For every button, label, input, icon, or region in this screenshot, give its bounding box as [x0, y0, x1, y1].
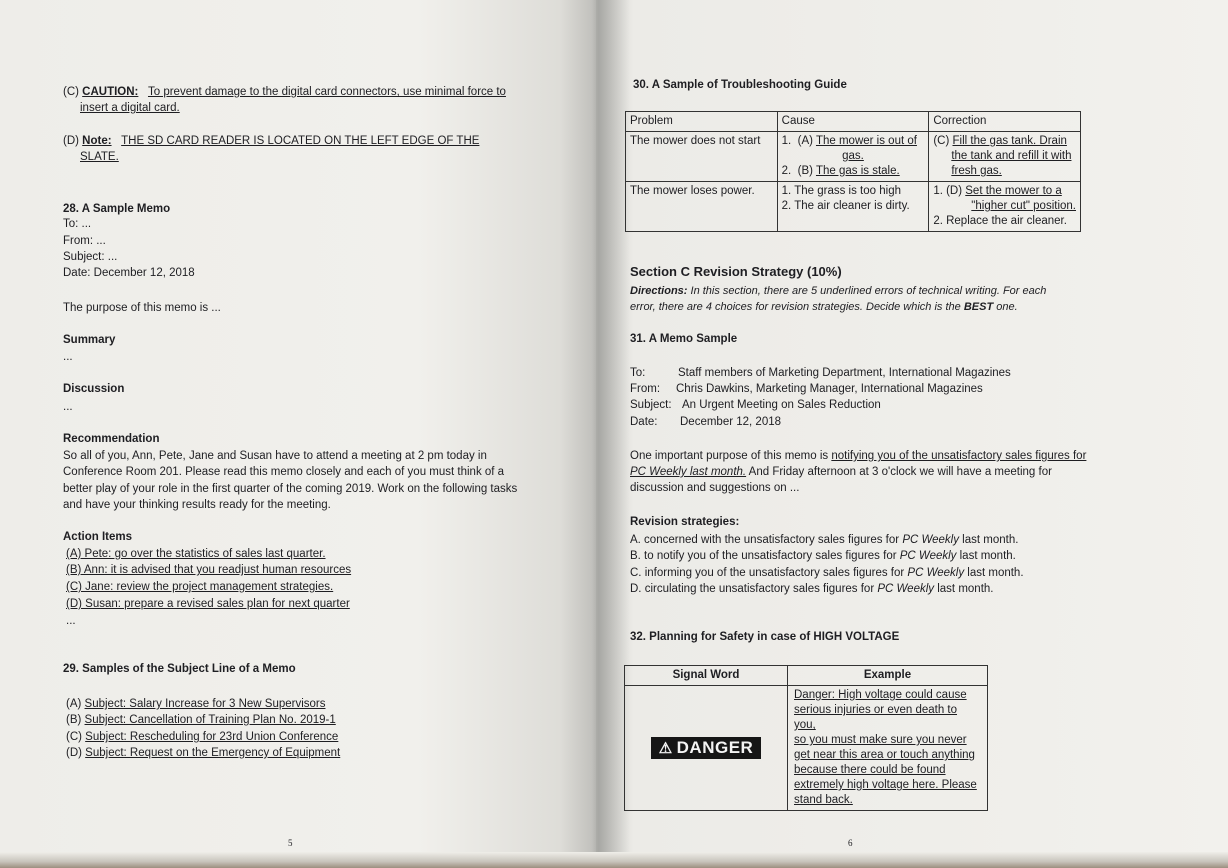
- recommendation-line: and have your thinking results ready for the meeting.: [63, 499, 331, 511]
- danger-sign: ⚠ DANGER: [651, 737, 762, 759]
- action-item: (C) Jane: review the project management strategies.: [66, 581, 334, 593]
- directions-line2: error, there are 4 choices for revision strategies. Decide which is the BEST one.: [630, 301, 1018, 313]
- memo-sample-subject: Subject: An Urgent Meeting on Sales Reduction: [630, 399, 881, 411]
- discussion-text: ...: [63, 401, 73, 413]
- strategy-option: C. informing you of the unsatisfactory sales figures for PC Weekly last month.: [630, 567, 1024, 579]
- troubleshooting-heading: 30. A Sample of Troubleshooting Guide: [633, 79, 847, 91]
- subject-line-item: (D) Subject: Request on the Emergency of Equipment: [66, 747, 341, 759]
- subject-line-heading: 29. Samples of the Subject Line of a Memo: [63, 663, 296, 675]
- subject-line-item: (C) Subject: Rescheduling for 23rd Union Conference: [66, 731, 339, 743]
- recommendation-line: So all of you, Ann, Pete, Jane and Susan have to attend a meeting at 2 pm today in: [63, 450, 487, 462]
- strategy-option: B. to notify you of the unsatisfactory sales figures for PC Weekly last month.: [630, 550, 1016, 562]
- book-gutter: [560, 0, 630, 868]
- page-number-right: 6: [848, 838, 853, 848]
- table-header-example: Example: [788, 666, 988, 686]
- table-header-signal-word: Signal Word: [625, 666, 788, 686]
- recommendation-line: Conference Room 201. Please read this memo closely and each of you must think of a: [63, 466, 505, 478]
- row1-cause: 1. (A) The mower is out of gas. 2. (B) The gas is stale.: [777, 132, 929, 182]
- troubleshooting-table: [625, 111, 1081, 232]
- memo-body-line: One important purpose of this memo is notifying you of the unsatisfactory sales figures for: [630, 450, 1087, 462]
- recommendation-line: better play of your role in the first quarter of the coming 2019. Work on the following tasks: [63, 483, 518, 495]
- table-header-cause: Cause: [777, 112, 929, 132]
- memo-body-line: discussion and suggestions on ...: [630, 482, 800, 494]
- table-row: [626, 132, 1081, 182]
- table-row: [625, 686, 988, 811]
- memo-purpose: The purpose of this memo is ...: [63, 302, 221, 314]
- discussion-heading: Discussion: [63, 383, 125, 395]
- memo-body-line: PC Weekly last month. And Friday afternoon at 3 o'clock we will have a meeting for: [630, 466, 1052, 478]
- subject-line-item: (A) Subject: Salary Increase for 3 New Supervisors: [66, 698, 326, 710]
- example-cell: Danger: High voltage could cause serious injuries or even death to you, so you must make sure you never get near this area or touch anything because there could be found extremely high voltage here. Please stand back.: [788, 686, 988, 811]
- item-d-note-cont: SLATE.: [80, 151, 119, 163]
- action-items-heading: Action Items: [63, 531, 133, 543]
- item-c-caution-cont: insert a digital card.: [80, 102, 180, 114]
- row2-correction: 1. (D) Set the mower to a "higher cut" position. 2. Replace the air cleaner.: [929, 182, 1081, 232]
- danger-signal-cell: [625, 686, 788, 811]
- action-item: (A) Pete: go over the statistics of sales last quarter.: [66, 548, 326, 560]
- page-number-left: 5: [288, 838, 293, 848]
- revision-strategies-heading: Revision strategies:: [630, 516, 740, 528]
- action-item: (D) Susan: prepare a revised sales plan for next quarter: [66, 598, 350, 610]
- action-items-ellipsis: ...: [66, 615, 76, 627]
- row1-problem: The mower does not start: [626, 132, 778, 182]
- strategy-option: A. concerned with the unsatisfactory sales figures for PC Weekly last month.: [630, 534, 1019, 546]
- row1-correction: (C) Fill the gas tank. Drain the tank and refill it with fresh gas.: [929, 132, 1081, 182]
- safety-heading: 32. Planning for Safety in case of HIGH VOLTAGE: [630, 631, 900, 643]
- warning-triangle-icon: ⚠: [658, 740, 673, 757]
- row2-problem: The mower loses power.: [626, 182, 778, 232]
- memo-subject: Subject: ...: [63, 251, 118, 263]
- directions-line1: Directions: In this section, there are 5 underlined errors of technical writing. For each: [630, 285, 1047, 297]
- row2-cause: 1. The grass is too high 2. The air cleaner is dirty.: [777, 182, 929, 232]
- action-item: (B) Ann: it is advised that you readjust human resources: [66, 564, 352, 576]
- recommendation-heading: Recommendation: [63, 433, 160, 445]
- memo-sample-to: To: Staff members of Marketing Department, International Magazines: [630, 367, 1011, 379]
- summary-text: ...: [63, 351, 73, 363]
- memo-sample-heading: 31. A Memo Sample: [630, 333, 738, 345]
- memo-sample-date: Date: December 12, 2018: [630, 416, 782, 428]
- table-header-problem: Problem: [626, 112, 778, 132]
- memo-heading: 28. A Sample Memo: [63, 203, 171, 215]
- table-header-correction: Correction: [929, 112, 1081, 132]
- strategy-option: D. circulating the unsatisfactory sales figures for PC Weekly last month.: [630, 583, 994, 595]
- memo-from: From: ...: [63, 235, 106, 247]
- section-c-heading: Section C Revision Strategy (10%): [630, 264, 842, 279]
- table-row: [626, 182, 1081, 232]
- page-bottom-edge: [0, 852, 1228, 868]
- signal-word-table: [624, 665, 988, 811]
- memo-sample-from: From: Chris Dawkins, Marketing Manager, International Magazines: [630, 383, 983, 395]
- item-c-caution: (C) CAUTION: To prevent damage to the digital card connectors, use minimal force to: [63, 86, 506, 98]
- summary-heading: Summary: [63, 334, 116, 346]
- memo-to: To: ...: [63, 218, 92, 230]
- subject-line-item: (B) Subject: Cancellation of Training Plan No. 2019-1: [66, 714, 336, 726]
- memo-date: Date: December 12, 2018: [63, 267, 195, 279]
- item-d-note: (D) Note: THE SD CARD READER IS LOCATED ON THE LEFT EDGE OF THE: [63, 135, 480, 147]
